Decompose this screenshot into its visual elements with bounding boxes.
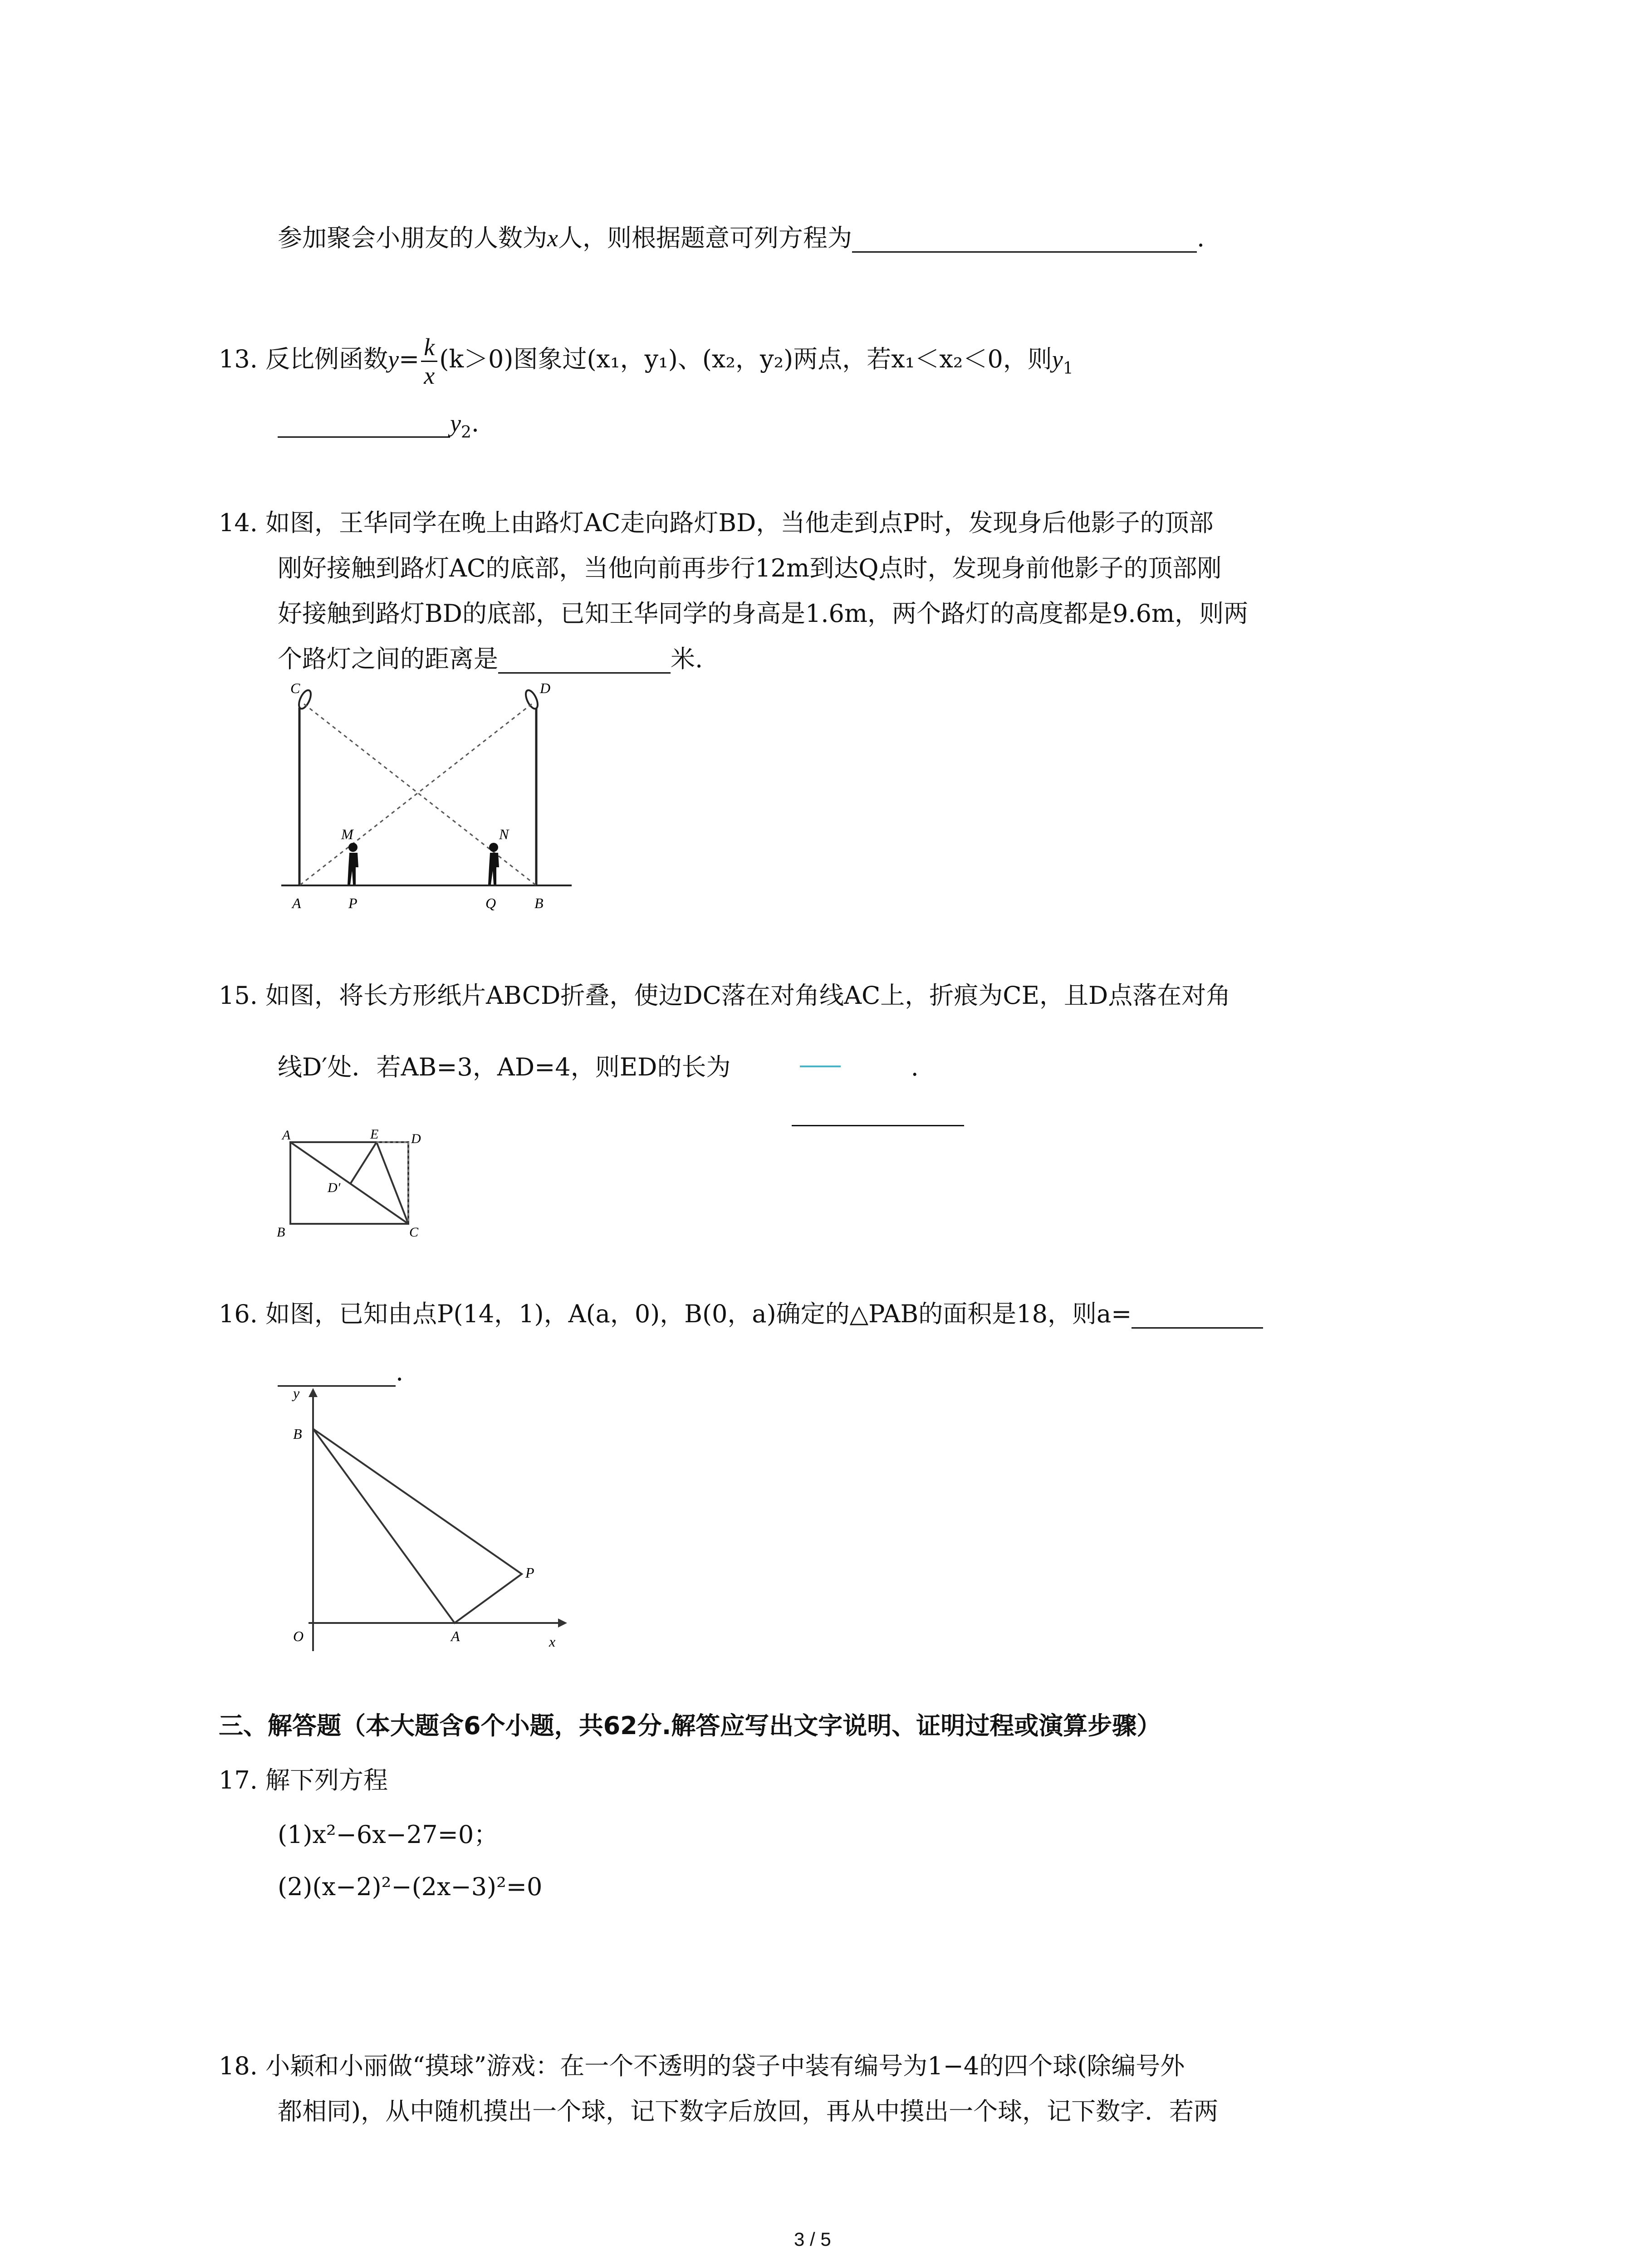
q13-frac-num: k <box>421 333 437 362</box>
q13-y1-sub: 1 <box>1063 359 1073 378</box>
q13-cond: (k＞0) <box>439 345 514 373</box>
q16-end: . <box>396 1358 404 1386</box>
person-at-q <box>488 843 499 885</box>
q15-answer-blank[interactable] <box>792 1107 964 1126</box>
fig16-label-y: y <box>293 1385 300 1401</box>
q13-end: . <box>471 409 480 437</box>
fig14-label-a: A <box>292 895 301 911</box>
q12-text-2: 人，则根据题意可列方程为 <box>558 224 852 252</box>
page-number: 3 / 5 <box>794 2229 831 2250</box>
q17-eq-1: (1)x²−6x−27=0； <box>278 1820 499 1849</box>
q13-answer-blank[interactable] <box>278 411 450 438</box>
q13-ineq: x₁＜x₂＜0 <box>891 345 1003 373</box>
fig16-label-b: B <box>293 1426 302 1442</box>
q15-end: . <box>911 1053 919 1081</box>
q13-fraction <box>421 333 437 389</box>
q12-text-1: 参加聚会小朋友的人数为 <box>278 224 547 252</box>
fig15-label-a: A <box>282 1128 291 1143</box>
q18-text-2: 都相同)，从中随机摸出一个球，记下数字后放回，再从中摸出一个球，记下数字．若两 <box>278 2097 1219 2126</box>
q16-line-1 <box>219 1298 1263 1330</box>
q13-eq: = <box>399 345 420 373</box>
q12-end: . <box>1196 224 1205 252</box>
lamp-d <box>524 689 540 710</box>
q14-line-4 <box>278 643 703 675</box>
q15-text-2: 线D′处．若AB=3，AD=4，则ED的长为 <box>278 1053 731 1081</box>
q16-text-1: 如图，已知由点P(14，1)，A(a，0)，B(0，a)确定的△PAB的面积是18，则a= <box>265 1300 1132 1328</box>
diagonal-ac <box>290 1142 408 1224</box>
q17-title: 解下列方程 <box>265 1766 388 1794</box>
q18-number: 18. <box>219 2052 258 2080</box>
x-axis-arrow <box>558 1618 567 1628</box>
q15-line-2 <box>278 1051 919 1083</box>
q13-text-3: 两点，若 <box>793 345 892 373</box>
triangle-pab <box>313 1429 522 1623</box>
q13-y2-sub: 2 <box>460 423 471 442</box>
section-3-heading: 三、解答题（本大题含6个小题，共62分.解答应写出文字说明、证明过程或演算步骤） <box>219 1711 1161 1740</box>
fig15-label-b: B <box>277 1225 285 1240</box>
fig14-label-n: N <box>499 826 509 842</box>
q14-answer-blank[interactable] <box>498 647 671 674</box>
fig15-label-c: C <box>409 1225 419 1240</box>
q14-line-3 <box>278 598 1248 630</box>
q18-line-2 <box>278 2096 1218 2127</box>
q18-text-1: 小颖和小丽做“摸球”游戏：在一个不透明的袋子中装有编号为1−4的四个球(除编号外 <box>265 2052 1185 2080</box>
q14-streetlight-figure <box>272 680 599 921</box>
q16-coordinate-figure <box>277 1379 585 1669</box>
q13-y: y <box>388 346 399 373</box>
q17-eq-2: (2)(x−2)²−(2x−3)²=0 <box>278 1872 543 1901</box>
q12-line <box>278 222 1205 254</box>
q13-y1: y <box>1052 346 1063 373</box>
q14-text-2: 刚好接触到路灯AC的底部，当他向前再步行12m到达Q点时，发现身前他影子的顶部刚 <box>278 554 1222 582</box>
fig16-label-x: x <box>549 1633 556 1650</box>
fig14-label-c: C <box>290 680 300 696</box>
q13-text-1: 反比例函数 <box>265 345 388 373</box>
q14-text-1: 如图，王华同学在晚上由路灯AC走向路灯BD，当他走到点P时，发现身后他影子的顶部 <box>265 508 1214 537</box>
person-at-p <box>348 843 358 885</box>
dotted-line-cb <box>304 704 536 885</box>
q13-text-2: 图象过 <box>513 345 587 373</box>
y-axis-arrow <box>309 1388 318 1397</box>
fig16-label-a: A <box>451 1628 460 1644</box>
q12-answer-blank[interactable] <box>852 226 1197 253</box>
fig16-label-p: P <box>525 1564 534 1581</box>
fig14-label-b: B <box>534 895 544 911</box>
fig15-label-d-prime: D′ <box>328 1180 341 1195</box>
q18-line-1 <box>219 2050 1185 2082</box>
q15-line-1 <box>219 980 1230 1012</box>
q16-answer-blank-1[interactable] <box>1132 1302 1263 1329</box>
q17-line-1 <box>219 1765 388 1796</box>
q13-number: 13. <box>219 345 258 373</box>
fig14-label-p: P <box>348 895 358 911</box>
fig14-label-d: D <box>540 680 551 696</box>
fig15-label-d: D <box>411 1131 421 1146</box>
q17-number: 17. <box>219 1766 258 1794</box>
q14-text-4: 个路灯之间的距离是 <box>278 645 498 673</box>
fold-crease-ce <box>377 1142 408 1224</box>
q15-fraction-dash <box>800 1066 841 1067</box>
fig14-label-q: Q <box>485 895 496 911</box>
q13-text-4: ，则 <box>1003 345 1052 373</box>
q13-line <box>219 327 1073 401</box>
q13-line-2 <box>278 407 479 449</box>
q13-points: (x₁，y₁)、(x₂，y₂) <box>587 345 794 373</box>
q14-number: 14. <box>219 508 258 537</box>
q15-text-1: 如图，将长方形纸片ABCD折叠，使边DC落在对角线AC上，折痕为CE，且D点落在对角 <box>265 981 1231 1010</box>
q13-frac-den: x <box>424 362 435 389</box>
q14-line-1 <box>219 507 1214 539</box>
fig15-label-e: E <box>370 1127 379 1142</box>
q13-y2: y <box>450 410 461 437</box>
segment-ed-prime <box>350 1142 377 1184</box>
q16-number: 16. <box>219 1300 258 1328</box>
q12-var: x <box>547 225 558 252</box>
q15-number: 15. <box>219 981 258 1010</box>
q14-line-2 <box>278 552 1222 584</box>
fig16-label-o: O <box>293 1628 304 1644</box>
q14-unit: 米. <box>671 645 703 673</box>
q15-rectangle-figure <box>272 1125 445 1243</box>
q14-text-3: 好接触到路灯BD的底部，已知王华同学的身高是1.6m，两个路灯的高度都是9.6m，则两 <box>278 599 1249 628</box>
fig14-label-m: M <box>341 826 353 842</box>
